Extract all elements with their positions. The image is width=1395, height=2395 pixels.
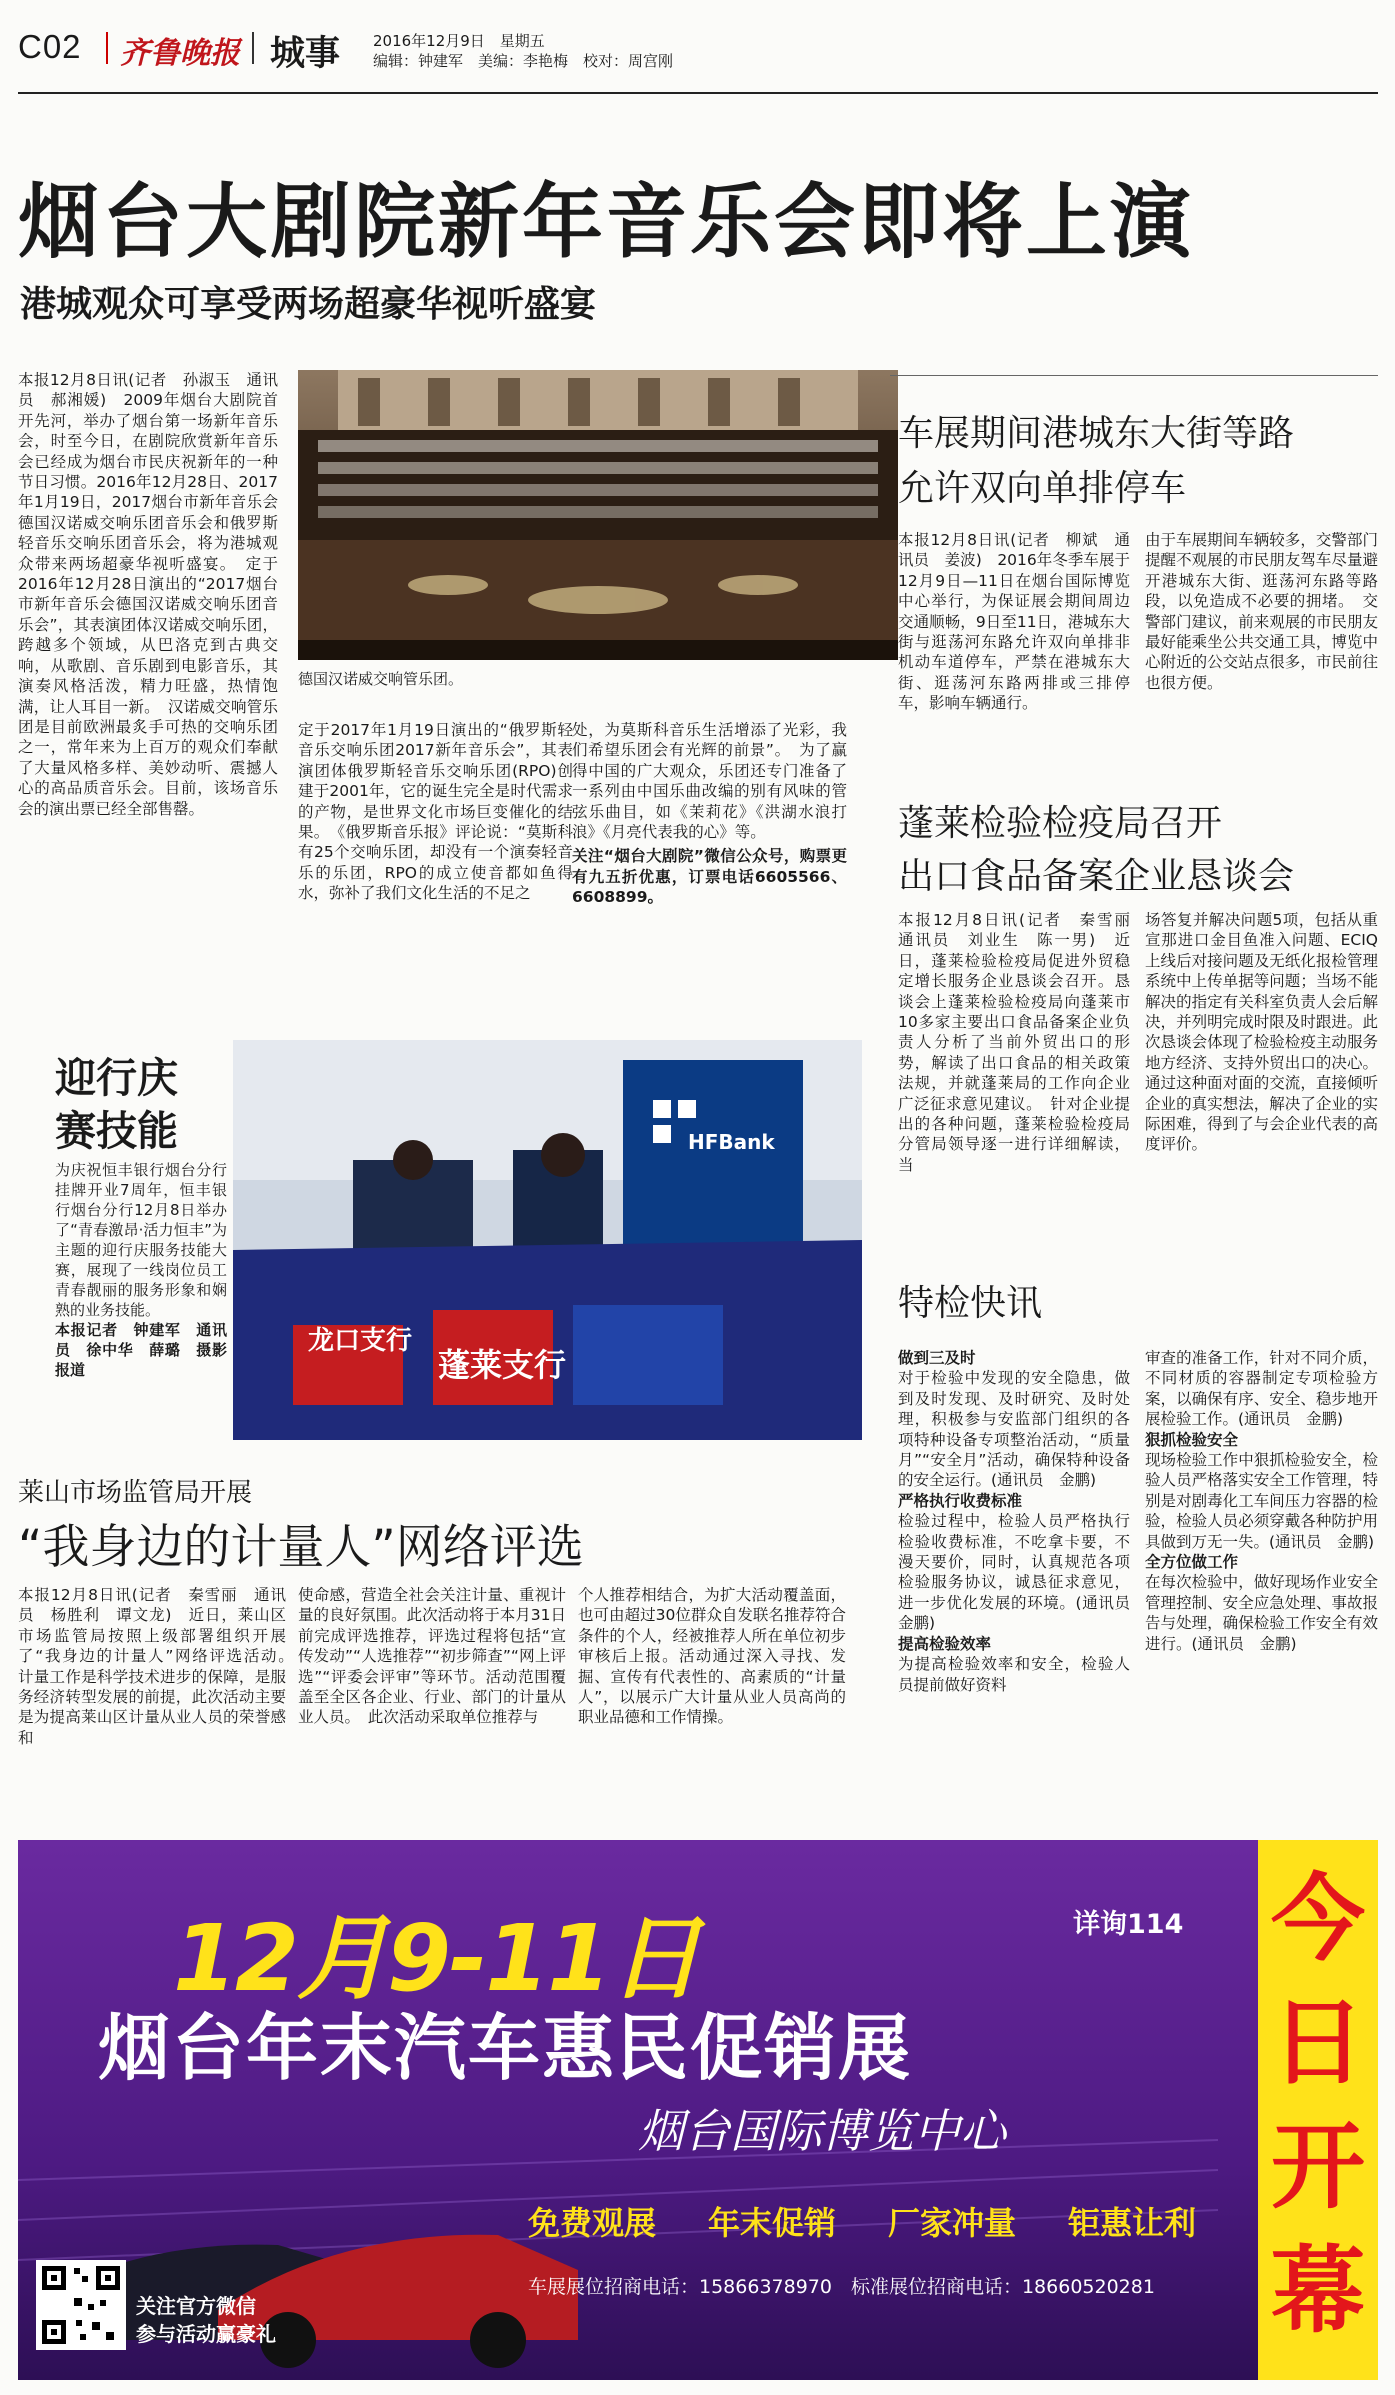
bank-headline-1: 迎行庆 [55, 1054, 178, 1102]
special-headline: 特检快讯 [898, 1283, 1043, 1324]
special-para-4: 现场检验工作中狠抓检验安全，检验人员严格落实安全工作管理，特别是对剧毒化工车间压力容器的检验，检验人员必须穿戴各种防护用具做到万无一失。(通讯员 金鹏) [1145, 1451, 1378, 1551]
auto-headline-2: 允许双向单排停车 [898, 468, 1187, 509]
header-rule [18, 92, 1378, 94]
sign-longkou: 龙口支行 [308, 1326, 413, 1356]
qr-caption-1: 关注官方微信 [136, 2294, 256, 2318]
special-para-1: 对于检验中发现的安全隐患，做到及时发现、及时研究、及时处理，积极参与安监部门组织的各项特种设备专项整治活动，“质量月”“安全月”活动，确保特种设备的安全运行。(通讯员 金鹏) [898, 1369, 1130, 1490]
lead-col2: 定于2017年1月19日演出的“俄罗斯轻音乐交响乐团2017新年音乐会”，其表演团体俄罗斯轻音乐交响乐团(RPO)创建于2001年，它的诞生完全是时代需求的产物，是世界文化市场巨变催化的结果。 《俄罗斯音乐报》评论说：“莫斯科有25个交响乐团，却没有一个演奏轻音乐的乐团，RPO的成立使音都如鱼得水，弥补了我们文化生活的不足之 [298, 721, 573, 903]
today-open-panel [1258, 1840, 1378, 2380]
laishan-col1: 本报12月8日讯(记者 秦雪丽 通讯员 杨胜利 谭文龙) 近日，莱山区市场监管局按照上级部署组织开展了“我身边的计量人”网络评选活动。 计量工作是科学技术进步的保障，是服务经济转型发展的前提，此次活动主要是为提高莱山区计量从业人员的荣誉感和 [18, 1586, 302, 1747]
bank-text: 为庆祝恒丰银行烟台分行挂牌开业7周年，恒丰银行烟台分行12月8日举办了“青春激昂·活力恒丰”为主题的迎行庆服务技能大赛，展现了一线岗位员工青春靓丽的服务形象和娴熟的业务技能。 本报记者 钟建军 通讯员 徐中华 薛璐 摄影报道 [55, 1161, 227, 1379]
page-header [0, 0, 1395, 100]
ad-banner[interactable] [18, 1840, 1378, 2380]
staff-credits: 编辑：钟建军 美编：李艳梅 校对：周宫刚 [373, 52, 674, 70]
penglai-headline-2: 出口食品备案企业恳谈会 [898, 856, 1295, 897]
special-col2 [1145, 1348, 1378, 1803]
special-para-3: 为提高检验效率和安全，检验人员提前做好资料 [898, 1655, 1130, 1694]
ad-phones: 车展展位招商电话：15866378970 标准展位招商电话：18660520281 [528, 2276, 1155, 2298]
special-para-3b: 审查的准备工作，针对不同介质，不同材质的容器制定专项检验方案，以确保有序、安全、稳步地开展检验工作。(通讯员 金鹏) [1145, 1349, 1378, 1429]
page-number: C02 [18, 28, 82, 65]
right-top-rule [890, 375, 1378, 376]
special-sub-3: 提高检验效率 [898, 1634, 992, 1653]
qr-caption-2: 参与活动赢豪礼 [136, 2322, 276, 2346]
ad-hotline: 详询114 [1073, 1909, 1184, 1940]
ad-title: 烟台年末汽车惠民促销展 [98, 2006, 913, 2090]
ad-slogan-2: 年末促销 [708, 2204, 837, 2242]
ad-slogan-1: 免费观展 [528, 2204, 657, 2242]
special-para-2: 检验过程中，检验人员严格执行检验收费标准，不吃拿卡要，不漫天要价，同时，认真规范各项检验服务协议，诚恳征求意见，进一步优化发展的环境。(通讯员 金鹏) [898, 1512, 1146, 1633]
penglai-headline-1: 蓬莱检验检疫局召开 [898, 803, 1223, 844]
auto-headline-1: 车展期间港城东大街等路 [898, 413, 1295, 454]
sign-bank: HFBank [688, 1130, 775, 1154]
laishan-col3: 个人推荐相结合，为扩大活动覆盖面，也可由超过30位群众自发联名推荐符合条件的个人，经被推荐人所在单位初步审核后上报。活动通过深入寻找、发掘、宣传有代表性的、高素质的“计量人”，以展示广大计量从业人员高尚的职业品德和工作情操。 [578, 1586, 846, 1727]
issue-date: 2016年12月9日 星期五 [373, 32, 545, 50]
bank-photo [233, 1040, 862, 1440]
auto-col2: 由于车展期间车辆较多，交警部门提醒不观展的市民朋友驾车尽量避开港城东大街、逛荡河东路等路段，以免造成不必要的拥堵。 交警部门建议，前来观展的市民朋友最好能乘坐公共交通工具，博览中心附近的公交站点很多，市民前往也很方便。 [1145, 531, 1378, 692]
ad-slogan-4: 钜惠让利 [1068, 2204, 1197, 2242]
special-sub-1: 做到三及时 [898, 1349, 976, 1367]
ad-slogan-3: 厂家冲量 [888, 2204, 1017, 2242]
special-col1 [898, 1348, 1146, 1803]
penglai-col1: 本报12月8日讯(记者 秦雪丽 通讯员 刘业生 陈一男) 近日，蓬莱检验检疫局促进外贸稳定增长服务企业恳谈会召开。恳谈会上蓬莱检验检疫局向蓬莱市10多家主要出口食品备案企业负责人分析了当前外贸出口的形势，解读了出口食品的相关政策法规，并就蓬莱局的工作向企业广泛征求意见建议。 针对企业提出的各种问题，蓬莱检验检疫局分管局领导逐一进行详细解读，当 [898, 911, 1146, 1174]
special-sub-4: 狠抓检验安全 [1145, 1430, 1239, 1449]
sign-penglai: 蓬莱支行 [438, 1346, 567, 1384]
today-open-text: 今日开幕 [1270, 1865, 1365, 2346]
ad-venue: 烟台国际博览中心 [638, 2104, 1006, 2158]
lead-col1: 本报12月8日讯(记者 孙淑玉 通讯员 郝湘媛) 2009年烟台大剧院首开先河，举办了烟台第一场新年音乐会，时至今日，在剧院欣赏新年音乐会已经成为烟台市民庆祝新年的一种节日习惯。2016年12月28日、2017年1月19日，2017烟台市新年音乐会德国汉诺威交响乐团音乐会和俄罗斯轻音乐交响乐团音乐会，将为港城观众带来两场超豪华视听盛宴。 定于2016年12月28日演出的“2017烟台市新年音乐会德国汉诺威交响乐团音乐会”，其表演团体汉诺威交响乐团，跨越多个领域，从巴洛克到古典交响，从歌剧、音乐剧到电影音乐，其演奏风格活泼，精力旺盛，热情饱满，让人耳目一新。 汉诺威交响管乐团是目前欧洲最炙手可热的交响乐团之一，常年来为上百万的观众们奉献了大量风格多样、美妙动听、震撼人心的高品质音乐会。目前，该场音乐会的演出票已经全部售罄。 [18, 371, 278, 818]
header-divider-2 [252, 32, 254, 64]
bank-byline: 本报记者 钟建军 通讯员 徐中华 薛璐 摄影报道 [55, 1321, 227, 1379]
laishan-kicker: 莱山市场监管局开展 [18, 1478, 253, 1508]
qr-code-icon [36, 2260, 126, 2350]
header-divider [106, 32, 108, 64]
lead-subhead: 港城观众可享受两场超豪华视听盛宴 [20, 284, 597, 325]
lead-col3: 处，为莫斯科音乐生活增添了光彩，我们希望乐团会有光辉的前景”。 为了赢得中国的广大观众，乐团还专门准备了一系列由中国乐曲改编的别有风味的管弦乐曲目，如《茉莉花》《洪湖水浪打浪》《月亮代表我的心》等。 关注“烟台大剧院”微信公众号，购票更有九五折优惠，订票电话6605566、6608899。 [572, 721, 847, 907]
penglai-col2: 场答复并解决问题5项，包括从重宣那进口金目鱼准入问题、ECIQ上线后对接问题及无纸化报检管理系统中上传单据等问题；当场不能解决的指定有关科室负责人会后解决，并列明完成时限及时跟进。此次恳谈会体现了检验检疫主动服务地方经济、支持外贸出口的决心。通过这种面对面的交流，直接倾听企业的真实想法，解决了企业的实际困难，得到了与会企业代表的高度评价。 [1145, 911, 1378, 1154]
ticket-info: 关注“烟台大剧院”微信公众号，购票更有九五折优惠，订票电话6605566、6608899。 [572, 847, 847, 907]
special-para-5: 在每次检验中，做好现场作业安全管理控制、安全应急处理、事故报告与处理，确保检验工作安全有效进行。(通讯员 金鹏) [1145, 1573, 1378, 1653]
paper-logo: 齐鲁晚报 [120, 36, 240, 71]
auto-col1: 本报12月8日讯(记者 柳斌 通讯员 姜波) 2016年冬季车展于12月9日—11日在烟台国际博览中心举行，为保证展会期间周边交通顺畅，9日至11日，港城东大街与逛荡河东路允许双向单排非机动车道停车，严禁在港城东大街、逛荡河东路两排或三排停车，影响车辆通行。 [898, 531, 1130, 713]
orchestra-photo [298, 370, 898, 660]
laishan-headline: “我身边的计量人”网络评选 [18, 1520, 584, 1575]
lead-headline: 烟台大剧院新年音乐会即将上演 [18, 176, 1195, 270]
laishan-col2: 使命感，营造全社会关注计量、重视计量的良好氛围。此次活动将于本月31日前完成评选推荐，评选过程将包括“宣传发动”“人选推荐”“初步筛查”“网上评选”“评委会评审”等环节。活动范围覆盖至全区各企业、行业、部门的计量从业人员。 此次活动采取单位推荐与 [298, 1586, 566, 1727]
special-sub-2: 严格执行收费标准 [898, 1491, 1023, 1510]
orchestra-caption: 德国汉诺威交响管乐团。 [298, 670, 464, 688]
qr-code[interactable] [36, 2260, 126, 2350]
bank-headline-2: 赛技能 [55, 1107, 178, 1155]
section-name: 城事 [270, 34, 341, 74]
ad-date: 12月9-11日 [173, 1905, 700, 2012]
special-sub-5: 全方位做工作 [1145, 1553, 1239, 1572]
